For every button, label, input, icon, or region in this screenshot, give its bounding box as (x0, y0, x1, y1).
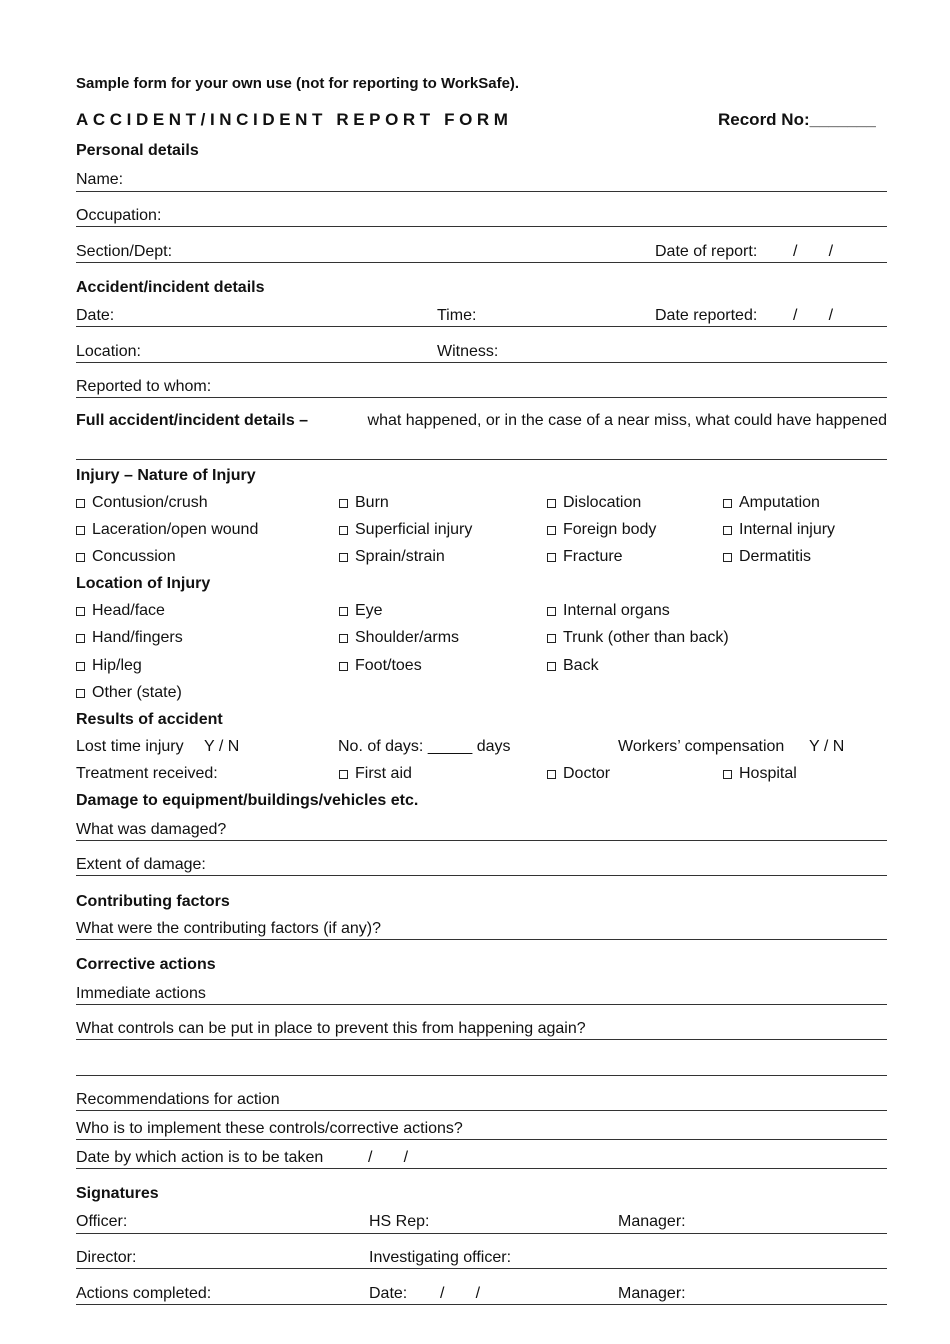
immediate-actions-label: Immediate actions (76, 985, 206, 1002)
controls-field-line-2[interactable] (76, 1075, 887, 1076)
date-by-slashes[interactable]: / / (368, 1149, 409, 1166)
checkbox-square[interactable] (339, 634, 348, 643)
name-field-line[interactable] (76, 191, 887, 192)
damage-heading: Damage to equipment/buildings/vehicles etc. (76, 792, 419, 809)
who-implement-label: Who is to implement these controls/corrective actions? (76, 1120, 463, 1137)
checkbox-square[interactable] (547, 499, 556, 508)
investigating-officer-label: Investigating officer: (369, 1249, 512, 1266)
checkbox-square[interactable] (547, 607, 556, 616)
checkbox-square[interactable] (76, 553, 85, 562)
what-damaged-field-line[interactable] (76, 840, 887, 841)
treatment-label: Treatment received: (76, 765, 218, 782)
sample-note: Sample form for your own use (not for reporting to WorkSafe). (76, 75, 520, 92)
incident-date-field-line[interactable] (76, 326, 887, 327)
checkbox-shoulder-arms[interactable]: Shoulder/arms (339, 630, 459, 646)
checkbox-trunk[interactable]: Trunk (other than back) (547, 630, 729, 646)
checkbox-dermatitis[interactable]: Dermatitis (723, 549, 811, 565)
checkbox-square[interactable] (339, 607, 348, 616)
date-reported-slashes[interactable]: / / (793, 307, 834, 324)
full-details-rest: what happened, or in the case of a near miss, what could have happened (367, 412, 887, 429)
occupation-label: Occupation: (76, 207, 162, 224)
controls-label: What controls can be put in place to prevent this from happening again? (76, 1020, 586, 1037)
checkbox-square[interactable] (547, 634, 556, 643)
date-by-label: Date by which action is to be taken (76, 1149, 324, 1166)
officer-label: Officer: (76, 1213, 128, 1230)
section-dept-label: Section/Dept: (76, 243, 173, 260)
record-no (718, 111, 876, 128)
checkbox-fracture[interactable]: Fracture (547, 549, 623, 565)
manager2-label: Manager: (618, 1285, 686, 1302)
checkbox-square[interactable] (339, 770, 348, 779)
actions-date-slashes[interactable]: / / (440, 1285, 481, 1302)
checkbox-eye[interactable]: Eye (339, 603, 383, 619)
location-field-line[interactable] (76, 362, 887, 363)
checkbox-back[interactable]: Back (547, 658, 599, 674)
checkbox-hand-fingers[interactable]: Hand/fingers (76, 630, 183, 646)
injury-location-heading: Location of Injury (76, 575, 211, 592)
lost-time-label: Lost time injury (76, 738, 184, 755)
checkbox-dislocation[interactable]: Dislocation (547, 495, 641, 511)
date-by-field-line[interactable] (76, 1168, 887, 1169)
personal-details-heading: Personal details (76, 142, 199, 159)
immediate-actions-field-line[interactable] (76, 1004, 887, 1005)
checkbox-square[interactable] (339, 553, 348, 562)
incident-time-label: Time: (437, 307, 477, 324)
section-dept-field-line[interactable] (76, 262, 887, 263)
director-label: Director: (76, 1249, 137, 1266)
checkbox-square[interactable] (339, 526, 348, 535)
checkbox-hip-leg[interactable]: Hip/leg (76, 658, 142, 674)
checkbox-superficial[interactable]: Superficial injury (339, 522, 472, 538)
hs-rep-label: HS Rep: (369, 1213, 430, 1230)
actions-completed-label: Actions completed: (76, 1285, 212, 1302)
checkbox-head-face[interactable]: Head/face (76, 603, 165, 619)
days-label[interactable]: No. of days: _____ days (338, 738, 511, 755)
location-label: Location: (76, 343, 141, 360)
full-details-field-line[interactable] (76, 459, 887, 460)
checkbox-square[interactable] (547, 526, 556, 535)
director-signature-line[interactable] (76, 1268, 887, 1269)
signatures-heading: Signatures (76, 1185, 159, 1202)
name-label: Name: (76, 171, 124, 188)
checkbox-sprain[interactable]: Sprain/strain (339, 549, 445, 565)
incident-details-heading: Accident/incident details (76, 279, 265, 296)
checkbox-other[interactable]: Other (state) (76, 685, 182, 701)
checkbox-square[interactable] (76, 499, 85, 508)
checkbox-square[interactable] (723, 526, 732, 535)
contributing-heading: Contributing factors (76, 893, 230, 910)
date-of-report-slashes[interactable]: / / (793, 243, 834, 260)
officer-signature-line[interactable] (76, 1233, 887, 1234)
reported-to-field-line[interactable] (76, 397, 887, 398)
checkbox-square[interactable] (723, 553, 732, 562)
checkbox-square[interactable] (547, 553, 556, 562)
lost-time-yn[interactable]: Y / N (204, 738, 240, 755)
witness-label: Witness: (437, 343, 499, 360)
checkbox-first-aid[interactable]: First aid (339, 766, 412, 782)
results-heading: Results of accident (76, 711, 223, 728)
checkbox-square[interactable] (76, 689, 85, 698)
checkbox-square[interactable] (76, 607, 85, 616)
actions-completed-line[interactable] (76, 1304, 887, 1305)
checkbox-square[interactable] (723, 770, 732, 779)
contributing-field-line[interactable] (76, 939, 887, 940)
date-reported-label: Date reported: (655, 307, 758, 324)
checkbox-foreign-body[interactable]: Foreign body (547, 522, 656, 538)
who-implement-field-line[interactable] (76, 1139, 887, 1140)
checkbox-square[interactable] (76, 634, 85, 643)
injury-nature-heading: Injury – Nature of Injury (76, 467, 256, 484)
checkbox-square[interactable] (76, 526, 85, 535)
record-no-blank[interactable]: _______ (809, 110, 876, 129)
checkbox-burn[interactable]: Burn (339, 495, 389, 511)
occupation-field-line[interactable] (76, 226, 887, 227)
checkbox-internal-organs[interactable]: Internal organs (547, 603, 670, 619)
form-title: ACCIDENT/INCIDENT REPORT FORM (76, 110, 513, 129)
checkbox-square[interactable] (723, 499, 732, 508)
actions-date-label: Date: (369, 1285, 408, 1302)
what-damaged-label: What was damaged? (76, 821, 227, 838)
checkbox-contusion[interactable]: Contusion/crush (76, 495, 208, 511)
checkbox-concussion[interactable]: Concussion (76, 549, 176, 565)
checkbox-internal-injury[interactable]: Internal injury (723, 522, 835, 538)
checkbox-square[interactable] (547, 662, 556, 671)
checkbox-amputation[interactable]: Amputation (723, 495, 820, 511)
extent-damage-label: Extent of damage: (76, 856, 206, 873)
checkbox-hospital[interactable]: Hospital (723, 766, 797, 782)
checkbox-square[interactable] (547, 770, 556, 779)
manager-label: Manager: (618, 1213, 686, 1230)
checkbox-square[interactable] (339, 662, 348, 671)
checkbox-laceration[interactable]: Laceration/open wound (76, 522, 258, 538)
full-details-bold: Full accident/incident details – (76, 412, 309, 429)
checkbox-square[interactable] (76, 662, 85, 671)
full-details-prompt (76, 413, 887, 429)
reported-to-label: Reported to whom: (76, 378, 212, 395)
workers-comp-label: Workers’ compensation (618, 738, 785, 755)
controls-field-line[interactable] (76, 1039, 887, 1040)
recommendations-field-line[interactable] (76, 1110, 887, 1111)
contributing-question: What were the contributing factors (if any)? (76, 920, 382, 937)
recommendations-label: Recommendations for action (76, 1091, 280, 1108)
date-of-report-label: Date of report: (655, 243, 758, 260)
checkbox-doctor[interactable]: Doctor (547, 766, 610, 782)
checkbox-square[interactable] (339, 499, 348, 508)
extent-damage-field-line[interactable] (76, 875, 887, 876)
workers-comp-yn[interactable]: Y / N (809, 738, 845, 755)
incident-date-label: Date: (76, 307, 115, 324)
corrective-heading: Corrective actions (76, 956, 216, 973)
record-no-label: Record No: (718, 110, 810, 129)
checkbox-foot-toes[interactable]: Foot/toes (339, 658, 422, 674)
